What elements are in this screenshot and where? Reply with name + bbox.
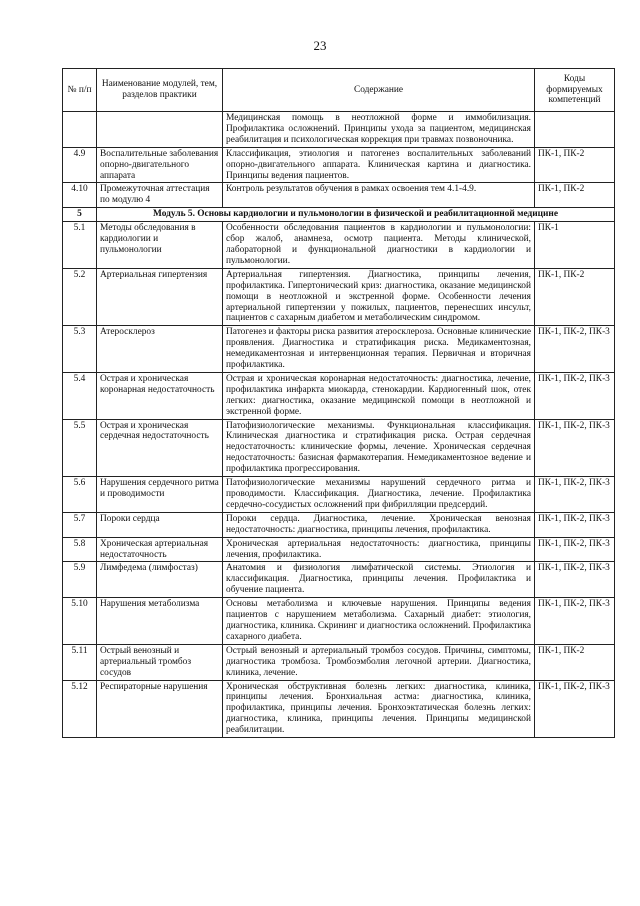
- row-codes: ПК-1, ПК-2, ПК-3: [535, 419, 615, 477]
- row-content: Патогенез и факторы риска развития атеросклероза. Основные клинические проявления. Диагностика и стратификация риска. Медикаментозная, немедикаментозная и интервенционная терапия. Первичная и вторичная профилактика.: [223, 326, 535, 373]
- row-name: Острая и хроническая коронарная недостаточность: [97, 372, 223, 419]
- row-num: 4.10: [63, 183, 97, 208]
- table-row: [63, 537, 615, 562]
- row-codes: ПК-1, ПК-2, ПК-3: [535, 372, 615, 419]
- row-codes: ПК-1, ПК-2, ПК-3: [535, 680, 615, 738]
- row-num: [63, 112, 97, 148]
- row-name: [97, 112, 223, 148]
- row-codes: ПК-1: [535, 222, 615, 269]
- table-row: [63, 680, 615, 738]
- row-content: Острый венозный и артериальный тромбоз сосудов. Причины, симптомы, диагностика тромбоза. Тромбоэмболия легочной артерии. Диагностика, клиника, лечение.: [223, 644, 535, 680]
- row-num: 5.6: [63, 477, 97, 513]
- header-content: Содержание: [223, 69, 535, 112]
- header-num: № п/п: [63, 69, 97, 112]
- table-row: [63, 512, 615, 537]
- row-codes: [535, 112, 615, 148]
- row-name: Нарушения метаболизма: [97, 598, 223, 645]
- row-name: Острая и хроническая сердечная недостаточность: [97, 419, 223, 477]
- row-num: 5.10: [63, 598, 97, 645]
- row-name: Острый венозный и артериальный тромбоз сосудов: [97, 644, 223, 680]
- module-num: 5: [63, 208, 97, 222]
- row-content: Классификация, этиология и патогенез воспалительных заболеваний опорно-двигательного аппарата. Клиническая картина и диагностика. Принципы ведения пациентов.: [223, 147, 535, 183]
- row-content: Острая и хроническая коронарная недостаточность: диагностика, лечение, профилактика инфаркта миокарда, стенокардии. Кардиогенный шок, отек легких: диагностика, оказание медицинской помощи в неотложной и экстренной форме.: [223, 372, 535, 419]
- row-num: 5.8: [63, 537, 97, 562]
- row-content: Медицинская помощь в неотложной форме и иммобилизация. Профилактика осложнений. Принципы ухода за пациентом, медицинская реабилитация и психологическая коррекция при травмах позвоночника.: [223, 112, 535, 148]
- table-row: [63, 644, 615, 680]
- table-row: [63, 326, 615, 373]
- table-body-module4: [63, 112, 615, 208]
- row-num: 5.1: [63, 222, 97, 269]
- row-content: Основы метаболизма и ключевые нарушения. Принципы ведения пациентов с нарушением метаболизма. Сахарный диабет: этиология, диагностика, клиника. Скрининг и диагностика осложнений. Профилактика сахарного диабета.: [223, 598, 535, 645]
- row-name: Артериальная гипертензия: [97, 268, 223, 326]
- row-name: Методы обследования в кардиологии и пульмонологии: [97, 222, 223, 269]
- table-row: [63, 222, 615, 269]
- table-row: [63, 147, 615, 183]
- row-codes: ПК-1, ПК-2: [535, 183, 615, 208]
- table-row: [63, 112, 615, 148]
- row-content: Анатомия и физиология лимфатической системы. Этиология и классификация. Диагностика, принципы лечения. Профилактика и обучение пациента.: [223, 562, 535, 598]
- row-codes: ПК-1, ПК-2: [535, 268, 615, 326]
- row-num: 5.5: [63, 419, 97, 477]
- page-number: 23: [313, 38, 327, 53]
- row-content: Хроническая обструктивная болезнь легких: диагностика, клиника, принципы лечения. Бронхиальная астма: диагностика, клиника, профилактика, принципы лечения. Бронхоэктатическая болезнь легких: диагностика, клиника, принципы лечения. Принципы медицинской реабилитации.: [223, 680, 535, 738]
- row-codes: ПК-1, ПК-2, ПК-3: [535, 477, 615, 513]
- row-codes: ПК-1, ПК-2: [535, 147, 615, 183]
- table-row: [63, 183, 615, 208]
- row-name: Респираторные нарушения: [97, 680, 223, 738]
- row-codes: ПК-1, ПК-2, ПК-3: [535, 562, 615, 598]
- row-num: 5.7: [63, 512, 97, 537]
- row-codes: ПК-1, ПК-2, ПК-3: [535, 512, 615, 537]
- row-num: 5.9: [63, 562, 97, 598]
- row-name: Атеросклероз: [97, 326, 223, 373]
- row-num: 5.12: [63, 680, 97, 738]
- row-name: Пороки сердца: [97, 512, 223, 537]
- table-header-row: [63, 69, 615, 112]
- row-name: Промежуточная аттестация по модулю 4: [97, 183, 223, 208]
- row-name: Хроническая артериальная недостаточность: [97, 537, 223, 562]
- header-codes: Коды формируемых компетенций: [535, 69, 615, 112]
- row-content: Хроническая артериальная недостаточность: диагностика, принципы лечения, профилактика.: [223, 537, 535, 562]
- row-content: Особенности обследования пациентов в кардиологии и пульмонологии: сбор жалоб, анамнеза, осмотр пациента. Методы клинической, лабораторной и функциональной диагностики в кардиологии и пульмонологии.: [223, 222, 535, 269]
- row-codes: ПК-1, ПК-2: [535, 644, 615, 680]
- row-content: Патофизиологические механизмы нарушений сердечного ритма и проводимости. Классификация. Диагностика, лечение. Профилактика сердечно-сосудистых осложнений при фибрилляции предсердий.: [223, 477, 535, 513]
- table-row: [63, 598, 615, 645]
- module-title: Модуль 5. Основы кардиологии и пульмонологии в физической и реабилитационной медицине: [97, 208, 615, 222]
- row-codes: ПК-1, ПК-2, ПК-3: [535, 326, 615, 373]
- table-row: [63, 562, 615, 598]
- table-row: [63, 419, 615, 477]
- row-content: Пороки сердца. Диагностика, лечение. Хроническая венозная недостаточность: диагностика, принципы лечения, профилактика.: [223, 512, 535, 537]
- row-num: 5.2: [63, 268, 97, 326]
- row-codes: ПК-1, ПК-2, ПК-3: [535, 537, 615, 562]
- table-body-module5: [63, 222, 615, 738]
- table-row: [63, 477, 615, 513]
- row-content: Контроль результатов обучения в рамках освоения тем 4.1-4.9.: [223, 183, 535, 208]
- row-name: Лимфедема (лимфостаз): [97, 562, 223, 598]
- row-content: Артериальная гипертензия. Диагностика, принципы лечения, профилактика. Гипертонический криз: диагностика, оказание медицинской помощи в неотложной и экстренной форме. Особенности лечения артериальной гипертензии у пожилых, пациентов, перенесших инсульт, пациентов с сахарным диабетом и метаболическим синдромом.: [223, 268, 535, 326]
- table-row: [63, 268, 615, 326]
- row-num: 4.9: [63, 147, 97, 183]
- row-name: Нарушения сердечного ритма и проводимости: [97, 477, 223, 513]
- curriculum-table: [62, 68, 615, 738]
- row-name: Воспалительные заболевания опорно-двигательного аппарата: [97, 147, 223, 183]
- header-name: Наименование модулей, тем, разделов практики: [97, 69, 223, 112]
- table-row: [63, 372, 615, 419]
- row-codes: ПК-1, ПК-2, ПК-3: [535, 598, 615, 645]
- row-num: 5.11: [63, 644, 97, 680]
- row-num: 5.4: [63, 372, 97, 419]
- module-row: [63, 208, 615, 222]
- row-num: 5.3: [63, 326, 97, 373]
- row-content: Патофизиологические механизмы. Функциональная классификация. Клиническая диагностика и стратификация риска. Острая сердечная недостаточность: клинические формы, лечение. Хроническая сердечная недостаточность: базисная фармакотерапия. Немедикаментозное ведение и профилактика прогрессирования.: [223, 419, 535, 477]
